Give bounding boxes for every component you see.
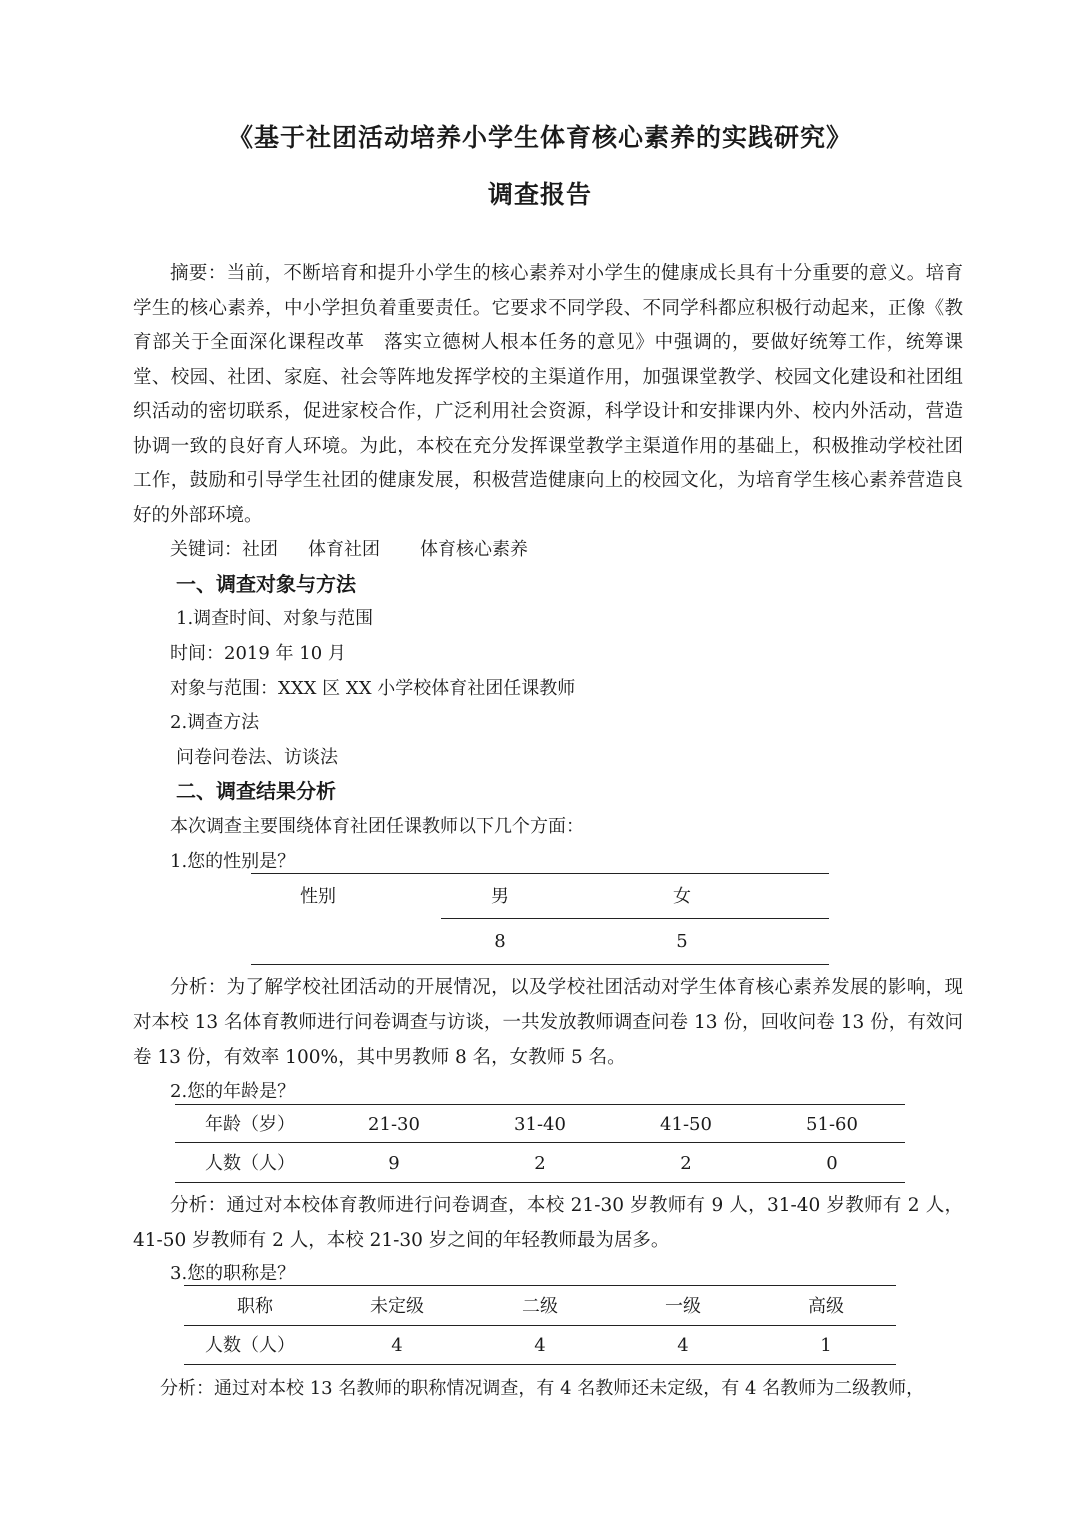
keywords-line (170, 533, 528, 567)
survey-method: 问卷问卷法、访谈法 (176, 747, 338, 768)
title-row-label: 职称 (237, 1296, 273, 1317)
title-value-3: 4 (677, 1335, 689, 1356)
title-table-mid-rule (184, 1325, 896, 1326)
gender-value-male: 8 (494, 931, 506, 952)
gender-table-mid-rule (441, 918, 829, 919)
title-table-bottom-rule (184, 1364, 896, 1365)
survey-scope: 对象与范围：XXX 区 XX 小学校体育社团任课教师 (170, 678, 576, 699)
age-header-2: 31-40 (514, 1114, 566, 1135)
gender-header-male: 男 (491, 886, 509, 907)
keyword-2: 体育社团 (308, 539, 380, 560)
age-value-3: 2 (680, 1153, 692, 1174)
age-value-4: 0 (826, 1153, 838, 1174)
question-2: 2.您的年龄是？ (170, 1081, 296, 1102)
gender-table-bottom-rule (251, 964, 829, 965)
gender-table-top-rule (251, 873, 829, 874)
section1-heading: 一、调查对象与方法 (176, 572, 356, 596)
keywords-label: 关键词： (170, 539, 242, 560)
keyword-3: 体育核心素养 (420, 539, 528, 560)
age-header-4: 51-60 (806, 1114, 858, 1135)
gender-label: 性别 (300, 886, 336, 907)
age-value-1: 9 (388, 1153, 400, 1174)
analysis-3: 分析：通过对本校 13 名教师的职称情况调查，有 4 名教师还未定级，有 4 名教师为二级教师， (160, 1378, 925, 1399)
abstract-paragraph: 摘要：当前，不断培育和提升小学生的核心素养对小学生的健康成长具有十分重要的意义。培育学生的核心素养，中小学担负着重要责任。它要求不同学段、不同学科都应积极行动起来，正像《教育部关于全面深化课程改革 落实立德树人根本任务的意见》中强调的，要做好统筹工作，统筹课堂、校园、社团、家庭、社会等阵地发挥学校的主渠道作用，加强课堂教学、校园文化建设和社团组织活动的密切联系，促进家校合作，广泛利用社会资源，科学设计和安排课内外、校内外活动，营造协调一致的良好育人环境。为此，本校在充分发挥课堂教学主渠道作用的基础上，积极推动学校社团工作，鼓励和引导学生社团的健康发展，积极营造健康向上的校园文化，为培育学生核心素养营造良好的外部环境。 (133, 263, 963, 526)
document-subtitle: 调查报告 (487, 180, 592, 209)
title-value-4: 1 (820, 1335, 832, 1356)
section1-subheading-1: 1.调查时间、对象与范围 (176, 608, 374, 629)
gender-value-female: 5 (676, 931, 688, 952)
analysis-1: 分析：为了解学校社团活动的开展情况，以及学校社团活动对学生体育核心素养发展的影响，现对本校 13 名体育教师进行问卷调查与访谈，一共发放教师调查问卷 13 份，回收问卷 13 份，有效问卷 13 份，有效率 100%，其中男教师 8 名，女教师 5 名。 (133, 977, 963, 1068)
age-header-1: 21-30 (368, 1114, 420, 1135)
title-table-top-rule (184, 1285, 896, 1286)
title-count-label: 人数（人） (205, 1335, 295, 1356)
age-value-2: 2 (534, 1153, 546, 1174)
title-header-4: 高级 (808, 1296, 844, 1317)
title-header-2: 二级 (522, 1296, 558, 1317)
age-table-bottom-rule (175, 1182, 905, 1183)
keyword-1: 社团 (242, 539, 278, 560)
title-value-2: 4 (534, 1335, 546, 1356)
age-table-mid-rule (175, 1142, 905, 1143)
title-header-3: 一级 (665, 1296, 701, 1317)
survey-time: 时间：2019 年 10 月 (170, 643, 346, 664)
title-value-1: 4 (391, 1335, 403, 1356)
section1-subheading-2: 2.调查方法 (170, 712, 260, 733)
age-table-top-rule (175, 1104, 905, 1105)
section2-heading: 二、调查结果分析 (176, 779, 336, 803)
gender-header-female: 女 (673, 886, 691, 907)
age-header-3: 41-50 (660, 1114, 712, 1135)
age-row-label: 年龄（岁） (205, 1114, 295, 1135)
question-1: 1.您的性别是？ (170, 851, 296, 872)
analysis-2: 分析：通过对本校体育教师进行问卷调查，本校 21-30 岁教师有 9 人，31-40 岁教师有 2 人，41-50 岁教师有 2 人，本校 21-30 岁之间的年轻教师最为居多。 (133, 1195, 963, 1251)
section2-intro: 本次调查主要围绕体育社团任课教师以下几个方面： (170, 816, 584, 837)
question-3: 3.您的职称是？ (170, 1263, 296, 1284)
document-title: 《基于社团活动培养小学生体育核心素养的实践研究》 (227, 123, 852, 152)
title-header-1: 未定级 (370, 1296, 424, 1317)
age-count-label: 人数（人） (205, 1153, 295, 1174)
